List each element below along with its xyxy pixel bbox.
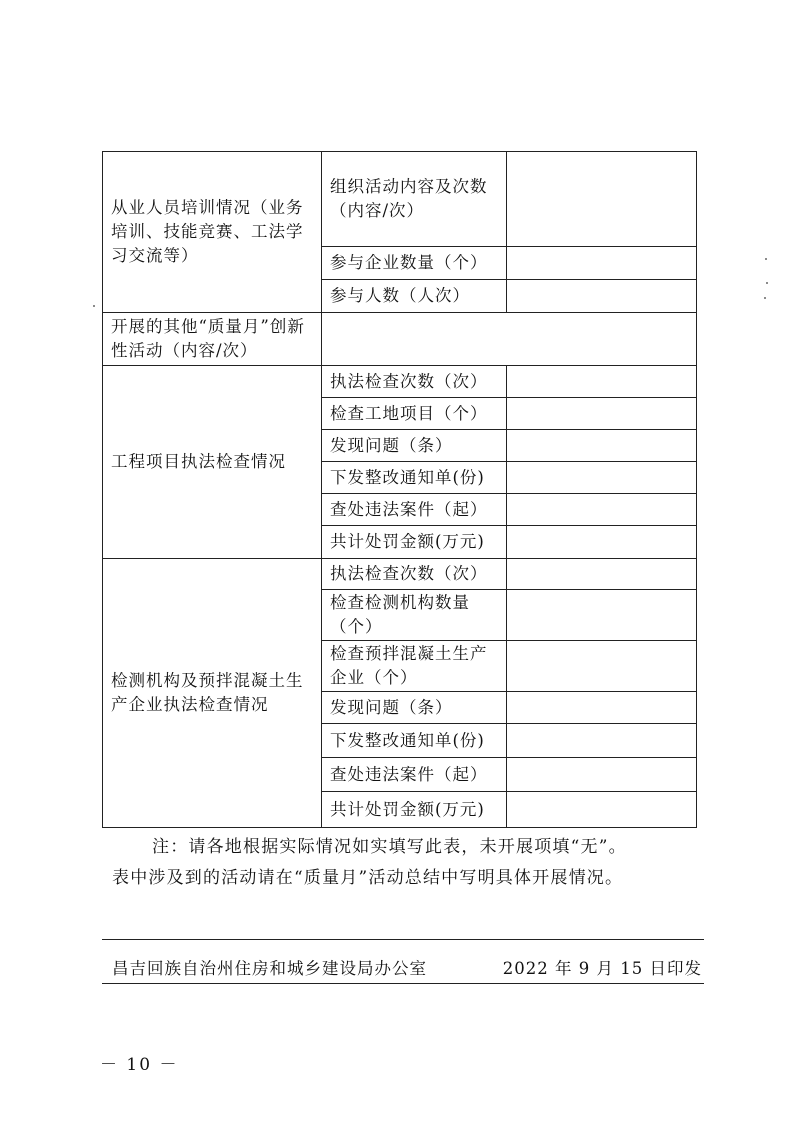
- page-number: － 10 －: [100, 1055, 179, 1075]
- value-cell[interactable]: [507, 758, 697, 792]
- value-cell[interactable]: [507, 559, 697, 590]
- item-inspection-count: 执法检查次数（次）: [322, 559, 507, 590]
- statistics-table: [102, 151, 697, 828]
- value-cell[interactable]: [507, 280, 697, 313]
- value-cell[interactable]: [507, 641, 697, 692]
- section-label-agency-inspection: 检测机构及预拌混凝土生产企业执法检查情况: [103, 559, 322, 828]
- scan-speck: [765, 258, 767, 260]
- section-label-other-activities: 开展的其他“质量月”创新性活动（内容/次）: [103, 313, 322, 366]
- value-cell[interactable]: [507, 430, 697, 462]
- item-enterprise-count: 参与企业数量（个）: [322, 247, 507, 280]
- value-cell[interactable]: [507, 526, 697, 559]
- item-problems-found: 发现问题（条）: [322, 430, 507, 462]
- item-violation-cases: 查处违法案件（起）: [322, 758, 507, 792]
- value-cell[interactable]: [507, 462, 697, 494]
- value-cell[interactable]: [507, 724, 697, 758]
- value-cell[interactable]: [507, 398, 697, 430]
- issuer-name: 昌吉回族自治州住房和城乡建设局办公室: [112, 959, 427, 978]
- value-cell[interactable]: [507, 366, 697, 398]
- item-penalty-amount: 共计处罚金额(万元): [322, 526, 507, 559]
- value-cell[interactable]: [507, 792, 697, 828]
- scan-speck: [93, 305, 95, 307]
- value-cell[interactable]: [507, 152, 697, 247]
- value-cell[interactable]: [322, 313, 697, 366]
- footer-top-rule: [102, 939, 704, 940]
- note-line-1: 注：请各地根据实际情况如实填写此表，未开展项填“无”。: [152, 837, 627, 857]
- issue-date: 2022 年 9 月 15 日印发: [502, 959, 702, 978]
- section-label-training: 从业人员培训情况（业务培训、技能竞赛、工法学习交流等）: [103, 152, 322, 313]
- item-penalty-amount: 共计处罚金额(万元): [322, 792, 507, 828]
- item-rectification-notices: 下发整改通知单(份): [322, 462, 507, 494]
- section-label-project-inspection: 工程项目执法检查情况: [103, 366, 322, 559]
- item-problems-found: 发现问题（条）: [322, 692, 507, 724]
- item-concrete-producer-count: 检查预拌混凝土生产企业（个）: [322, 641, 507, 692]
- item-rectification-notices: 下发整改通知单(份): [322, 724, 507, 758]
- item-inspection-count: 执法检查次数（次）: [322, 366, 507, 398]
- value-cell[interactable]: [507, 494, 697, 526]
- footer-bottom-rule: [102, 983, 704, 984]
- value-cell[interactable]: [507, 247, 697, 280]
- scan-speck: [766, 282, 768, 284]
- note-line-2: 表中涉及到的活动请在“质量月”活动总结中写明具体开展情况。: [112, 868, 624, 888]
- item-violation-cases: 查处违法案件（起）: [322, 494, 507, 526]
- value-cell[interactable]: [507, 590, 697, 641]
- item-activity-content: 组织活动内容及次数（内容/次）: [322, 152, 507, 247]
- item-participant-count: 参与人数（人次）: [322, 280, 507, 313]
- scan-speck: [764, 297, 766, 299]
- table-note: [112, 832, 712, 894]
- item-site-count: 检查工地项目（个）: [322, 398, 507, 430]
- issuance-footer: [112, 955, 702, 979]
- value-cell[interactable]: [507, 692, 697, 724]
- item-agency-count: 检查检测机构数量（个）: [322, 590, 507, 641]
